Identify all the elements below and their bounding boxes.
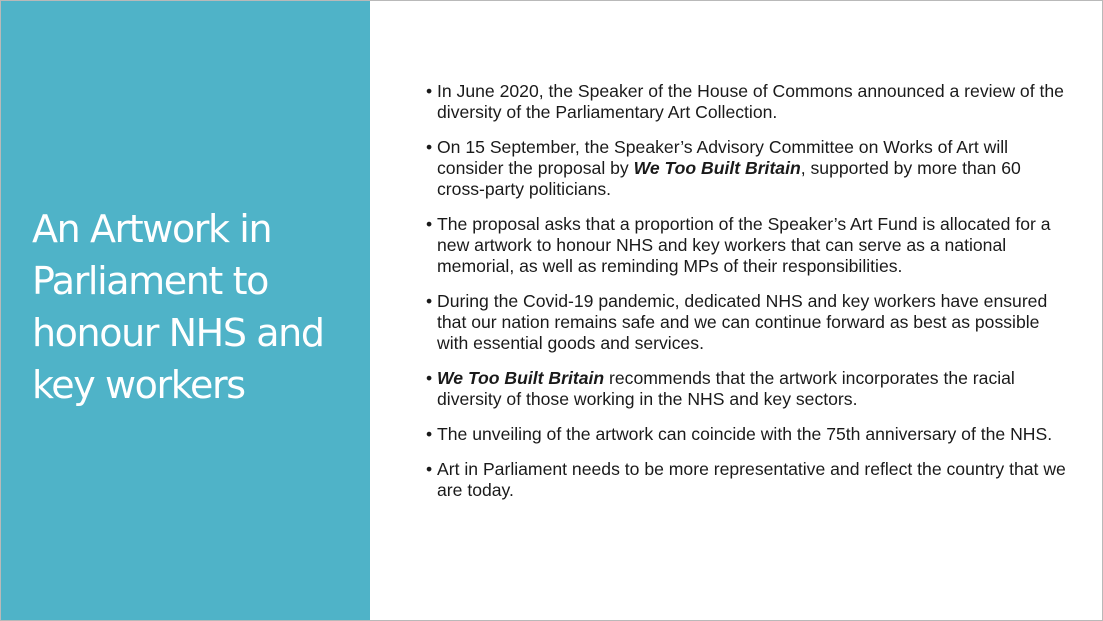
bullet-text-after: recommends that the artwork incorporates the racial diversity of those working in the NHS and key sectors. [437,368,1015,409]
bullet-item [426,137,1066,200]
bullet-icon: • [426,459,433,479]
bullet-icon: • [426,424,433,444]
bullet-item [426,424,1066,445]
organisation-name: We Too Built Britain [437,368,605,388]
bullet-item [426,291,1066,354]
bullet-icon: • [426,291,433,311]
bullet-item [426,214,1066,277]
bullet-text: Art in Parliament needs to be more representative and reflect the country that we are today. [437,459,1066,500]
bullet-item [426,368,1066,410]
bullet-item [426,459,1066,501]
organisation-name: We Too Built Britain [633,158,801,178]
title-panel [1,1,370,620]
bullet-text: In June 2020, the Speaker of the House of Commons announced a review of the diversity of the Parliamentary Art Collection. [437,81,1064,122]
slide-title: An Artwork in Parliament to honour NHS and key workers [32,207,324,407]
bullet-text-after: , supported by more than 60 cross-party politicians. [437,158,1021,199]
bullet-item [426,81,1066,123]
bullet-icon: • [426,214,433,234]
bullet-icon: • [426,368,433,388]
bullet-icon: • [426,81,433,101]
bullet-text: The proposal asks that a proportion of the Speaker’s Art Fund is allocated for a new artwork to honour NHS and key workers that can serve as a national memorial, as well as reminding MPs of their responsibilities. [437,214,1051,276]
bullet-list [426,81,1066,515]
bullet-text: The unveiling of the artwork can coincide with the 75th anniversary of the NHS. [437,424,1053,444]
bullet-icon: • [426,137,433,157]
bullet-text: During the Covid-19 pandemic, dedicated NHS and key workers have ensured that our nation remains safe and we can continue forward as best as possible with essential goods and services. [437,291,1048,353]
bullet-text: On 15 September, the Speaker’s Advisory Committee on Works of Art will consider the proposal by [437,137,1009,178]
